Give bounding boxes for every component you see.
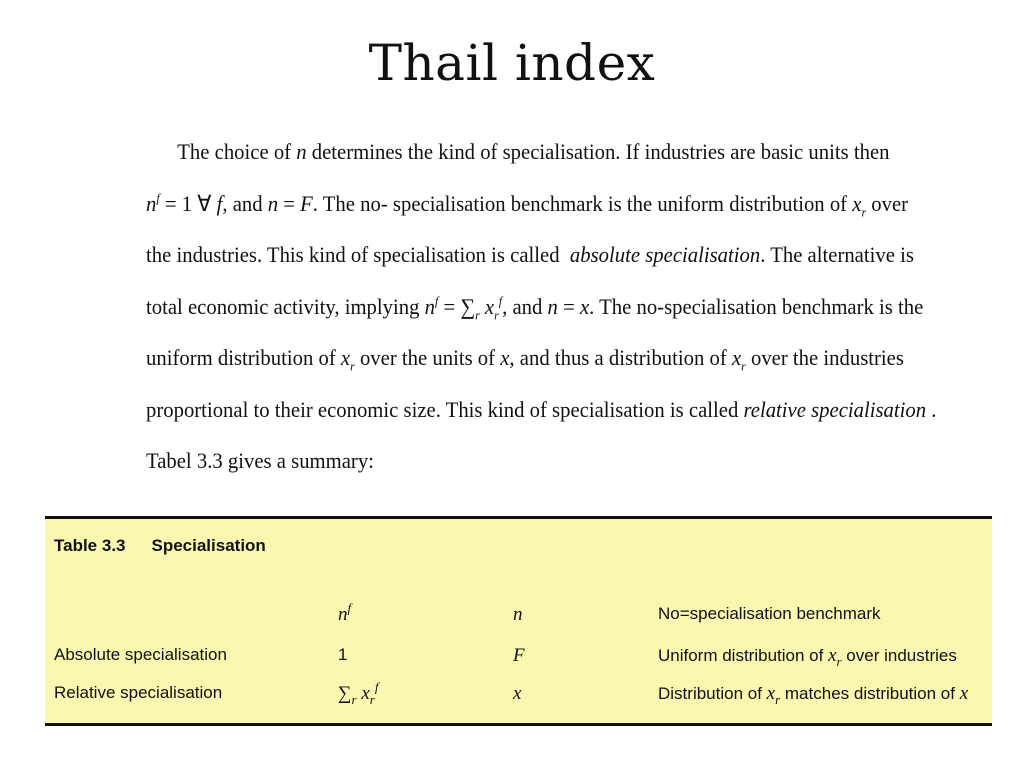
header-n: n [513,604,523,625]
table-name: Specialisation [151,536,266,555]
paragraph-line-6: proportional to their economic size. This kind of specialisation is called relative specialisation . [146,396,937,422]
table-number: Table 3.3 [54,536,126,555]
slide-title: Thail index [368,34,656,92]
row-nf-value: 1 [338,645,348,664]
table-row [45,679,992,709]
paragraph-line-3: the industries. This kind of specialisation is called absolute specialisation. The alternative is [146,242,914,267]
row-nf-value: $\sum_r$ $x_r^f$ [338,679,379,707]
row-label: Relative specialisation [54,683,223,702]
absolute-specialisation-term: absolute specialisation [569,242,761,267]
row-label: Absolute specialisation [54,645,227,664]
paragraph-line-4: total economic activity, implying $n^f = \sum_r$ $x_r^f$, and n = x. The no-specialisation benchmark is the [146,293,924,322]
header-benchmark: No=specialisation benchmark [658,604,881,623]
table-caption [54,536,266,556]
row-n-value: x [513,683,522,704]
row-n-value: F [513,645,525,666]
header-nf: $n^f$ [338,600,352,625]
paragraph-line-5: uniform distribution of $x_r$ over the units of x, and thus a distribution of $x_r$ over the industries [146,345,904,374]
row-benchmark: Uniform distribution of $x_r$ over industries [658,645,957,669]
specialisation-table [45,516,992,726]
row-benchmark: Distribution of $x_r$ matches distribution of x [658,683,969,707]
table-header-row [45,600,992,630]
relative-specialisation-term: relative specialisation [743,396,927,422]
table-row [45,645,992,671]
paragraph-line-2: $n^f = 1$ ∀ f, and n = F. The no- specialisation benchmark is the uniform distribution of $x_r$ over [146,190,909,219]
paragraph-line-1: The choice of n determines the kind of specialisation. If industries are basic units then [177,139,890,164]
body-paragraph [146,126,937,487]
paragraph-line-7: Tabel 3.3 gives a summary: [146,448,374,473]
